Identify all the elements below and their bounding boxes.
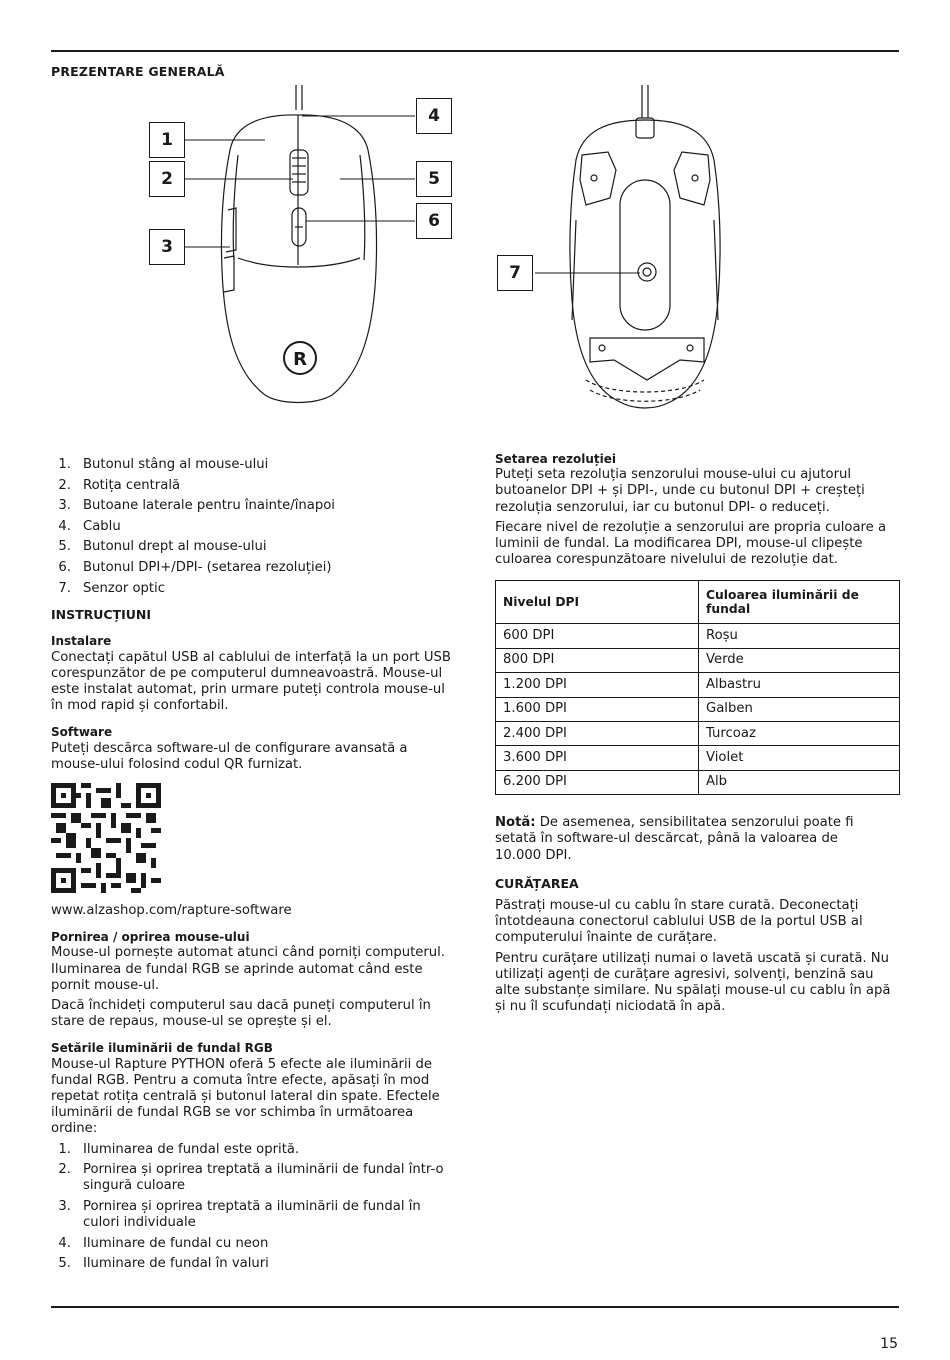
table-header: Culoarea iluminării de fundal [699, 581, 900, 624]
page-number: 15 [880, 1336, 898, 1352]
install-text: Conectați capătul USB al cablului de interfață la un port USB corespunzător de pe computerul dumneavoastră. Mouse-ul este instalat automat, prin urmare puteți controla mouse-ul în mod rapid și confortabil. [51, 649, 451, 714]
list-item: 3. Pornirea și oprirea treptată a iluminării de fundal în culori individuale [58, 1199, 421, 1231]
qr-code [51, 783, 161, 893]
list-item: 6. Butonul DPI+/DPI- (setarea rezoluției) [58, 559, 332, 575]
table-row: 800 DPI Verde [496, 648, 900, 672]
list-item: 5. Iluminare de fundal în valuri [58, 1256, 269, 1272]
software-url[interactable]: www.alzashop.com/rapture-software [51, 902, 292, 918]
list-item: 2. Rotița centrală [58, 477, 181, 493]
power-title: Pornirea / oprirea mouse-ului [51, 930, 250, 945]
instructions-title: INSTRUCȚIUNI [51, 607, 152, 623]
software-title: Software [51, 725, 113, 740]
bottom-rule [51, 1306, 899, 1308]
overview-title: PREZENTARE GENERALĂ [51, 64, 225, 79]
list-item: 4. Cablu [58, 518, 121, 534]
install-title: Instalare [51, 634, 112, 649]
callout-5: 5 [416, 161, 452, 197]
cleaning-text-1: Păstrați mouse-ul cu cablu în stare curată. Deconectați întotdeauna conectorul cablului USB de la portul USB al computerului înainte de curățare. [495, 897, 863, 946]
parts-list [51, 457, 456, 597]
note-text: De asemenea, sensibilitatea senzorului poate fi setată în software-ul descărcat, până la valoarea de 10.000 DPI. [495, 815, 854, 863]
table-row: 3.600 DPI Violet [496, 746, 900, 770]
callout-1: 1 [149, 122, 185, 158]
resolution-text-1: Puteți seta rezoluția senzorului mouse-ului cu ajutorul butoanelor DPI + și DPI-, unde cu butonul DPI + creșteți rezoluția senzorului, iar cu butonul DPI- o reduceți. [495, 467, 865, 515]
cleaning-text-2: Pentru curățare utilizați numai o lavetă uscată și curată. Nu utilizați agenți de curățare agresivi, solvenți, benzină sau alte substanțe similare. Nu spălați mouse-ul cu cablu în apă și nu îl scufundați niciodată în apă. [495, 950, 891, 1015]
list-item: 7. Senzor optic [58, 580, 165, 596]
power-text-1: Mouse-ul pornește automat atunci când porniți computerul. Iluminarea de fundal RGB se aprinde automat când este pornit mouse-ul. [51, 945, 445, 993]
mouse-logo-letter: R [293, 349, 307, 370]
callout-4: 4 [416, 98, 452, 134]
right-column [495, 451, 900, 1019]
list-item: 1. Butonul stâng al mouse-ului [58, 457, 269, 472]
list-item: 1. Iluminarea de fundal este oprită. [58, 1141, 300, 1157]
list-item: 2. Pornirea și oprirea treptată a iluminării de fundal într-o singură culoare [58, 1162, 444, 1194]
table-row: 6.200 DPI Alb [496, 770, 900, 794]
callout-7: 7 [497, 255, 533, 291]
software-text: Puteți descărca software-ul de configurare avansată a mouse-ului folosind codul QR furnizat. [51, 740, 408, 772]
note [495, 815, 865, 864]
callout-3: 3 [149, 229, 185, 265]
table-row: 1.600 DPI Galben [496, 697, 900, 721]
top-rule [51, 50, 899, 52]
resolution-text-2: Fiecare nivel de rezoluție a senzorului are propria culoare a luminii de fundal. La modificarea DPI, mouse-ul clipește culoarea corespunzătoare nivelului de rezoluție dat. [495, 519, 887, 568]
left-column [51, 457, 456, 1277]
effects-list [51, 1142, 456, 1273]
list-item: 3. Butoane laterale pentru înainte/înapoi [58, 498, 335, 514]
mouse-bottom-diagram [490, 80, 750, 420]
table-header: Nivelul DPI [496, 581, 699, 624]
cleaning-title: CURĂȚAREA [495, 875, 579, 891]
note-label: Notă: [495, 815, 536, 831]
table-row: 600 DPI Roșu [496, 624, 900, 648]
callout-2: 2 [149, 161, 185, 197]
callout-6: 6 [416, 203, 452, 239]
backlight-title: Setările iluminării de fundal RGB [51, 1041, 273, 1056]
list-item: 4. Iluminare de fundal cu neon [58, 1235, 269, 1251]
resolution-title: Setarea rezoluției [495, 452, 616, 466]
list-item: 5. Butonul drept al mouse-ului [58, 539, 267, 555]
backlight-text: Mouse-ul Rapture PYTHON oferă 5 efecte ale iluminării de fundal RGB. Pentru a comuta între efecte, apăsați în mod repetat rotița centrală și butonul lateral din spate. Efectele iluminării de fundal RGB se vor schimba în următoarea ordine: [51, 1056, 440, 1137]
table-row: 1.200 DPI Albastru [496, 673, 900, 697]
table-header-row [496, 581, 900, 624]
dpi-table [495, 580, 900, 795]
table-row: 2.400 DPI Turcoaz [496, 721, 900, 745]
power-text-2: Dacă închideți computerul sau dacă puneți computerul în stare de repaus, mouse-ul se oprește și el. [51, 998, 431, 1030]
